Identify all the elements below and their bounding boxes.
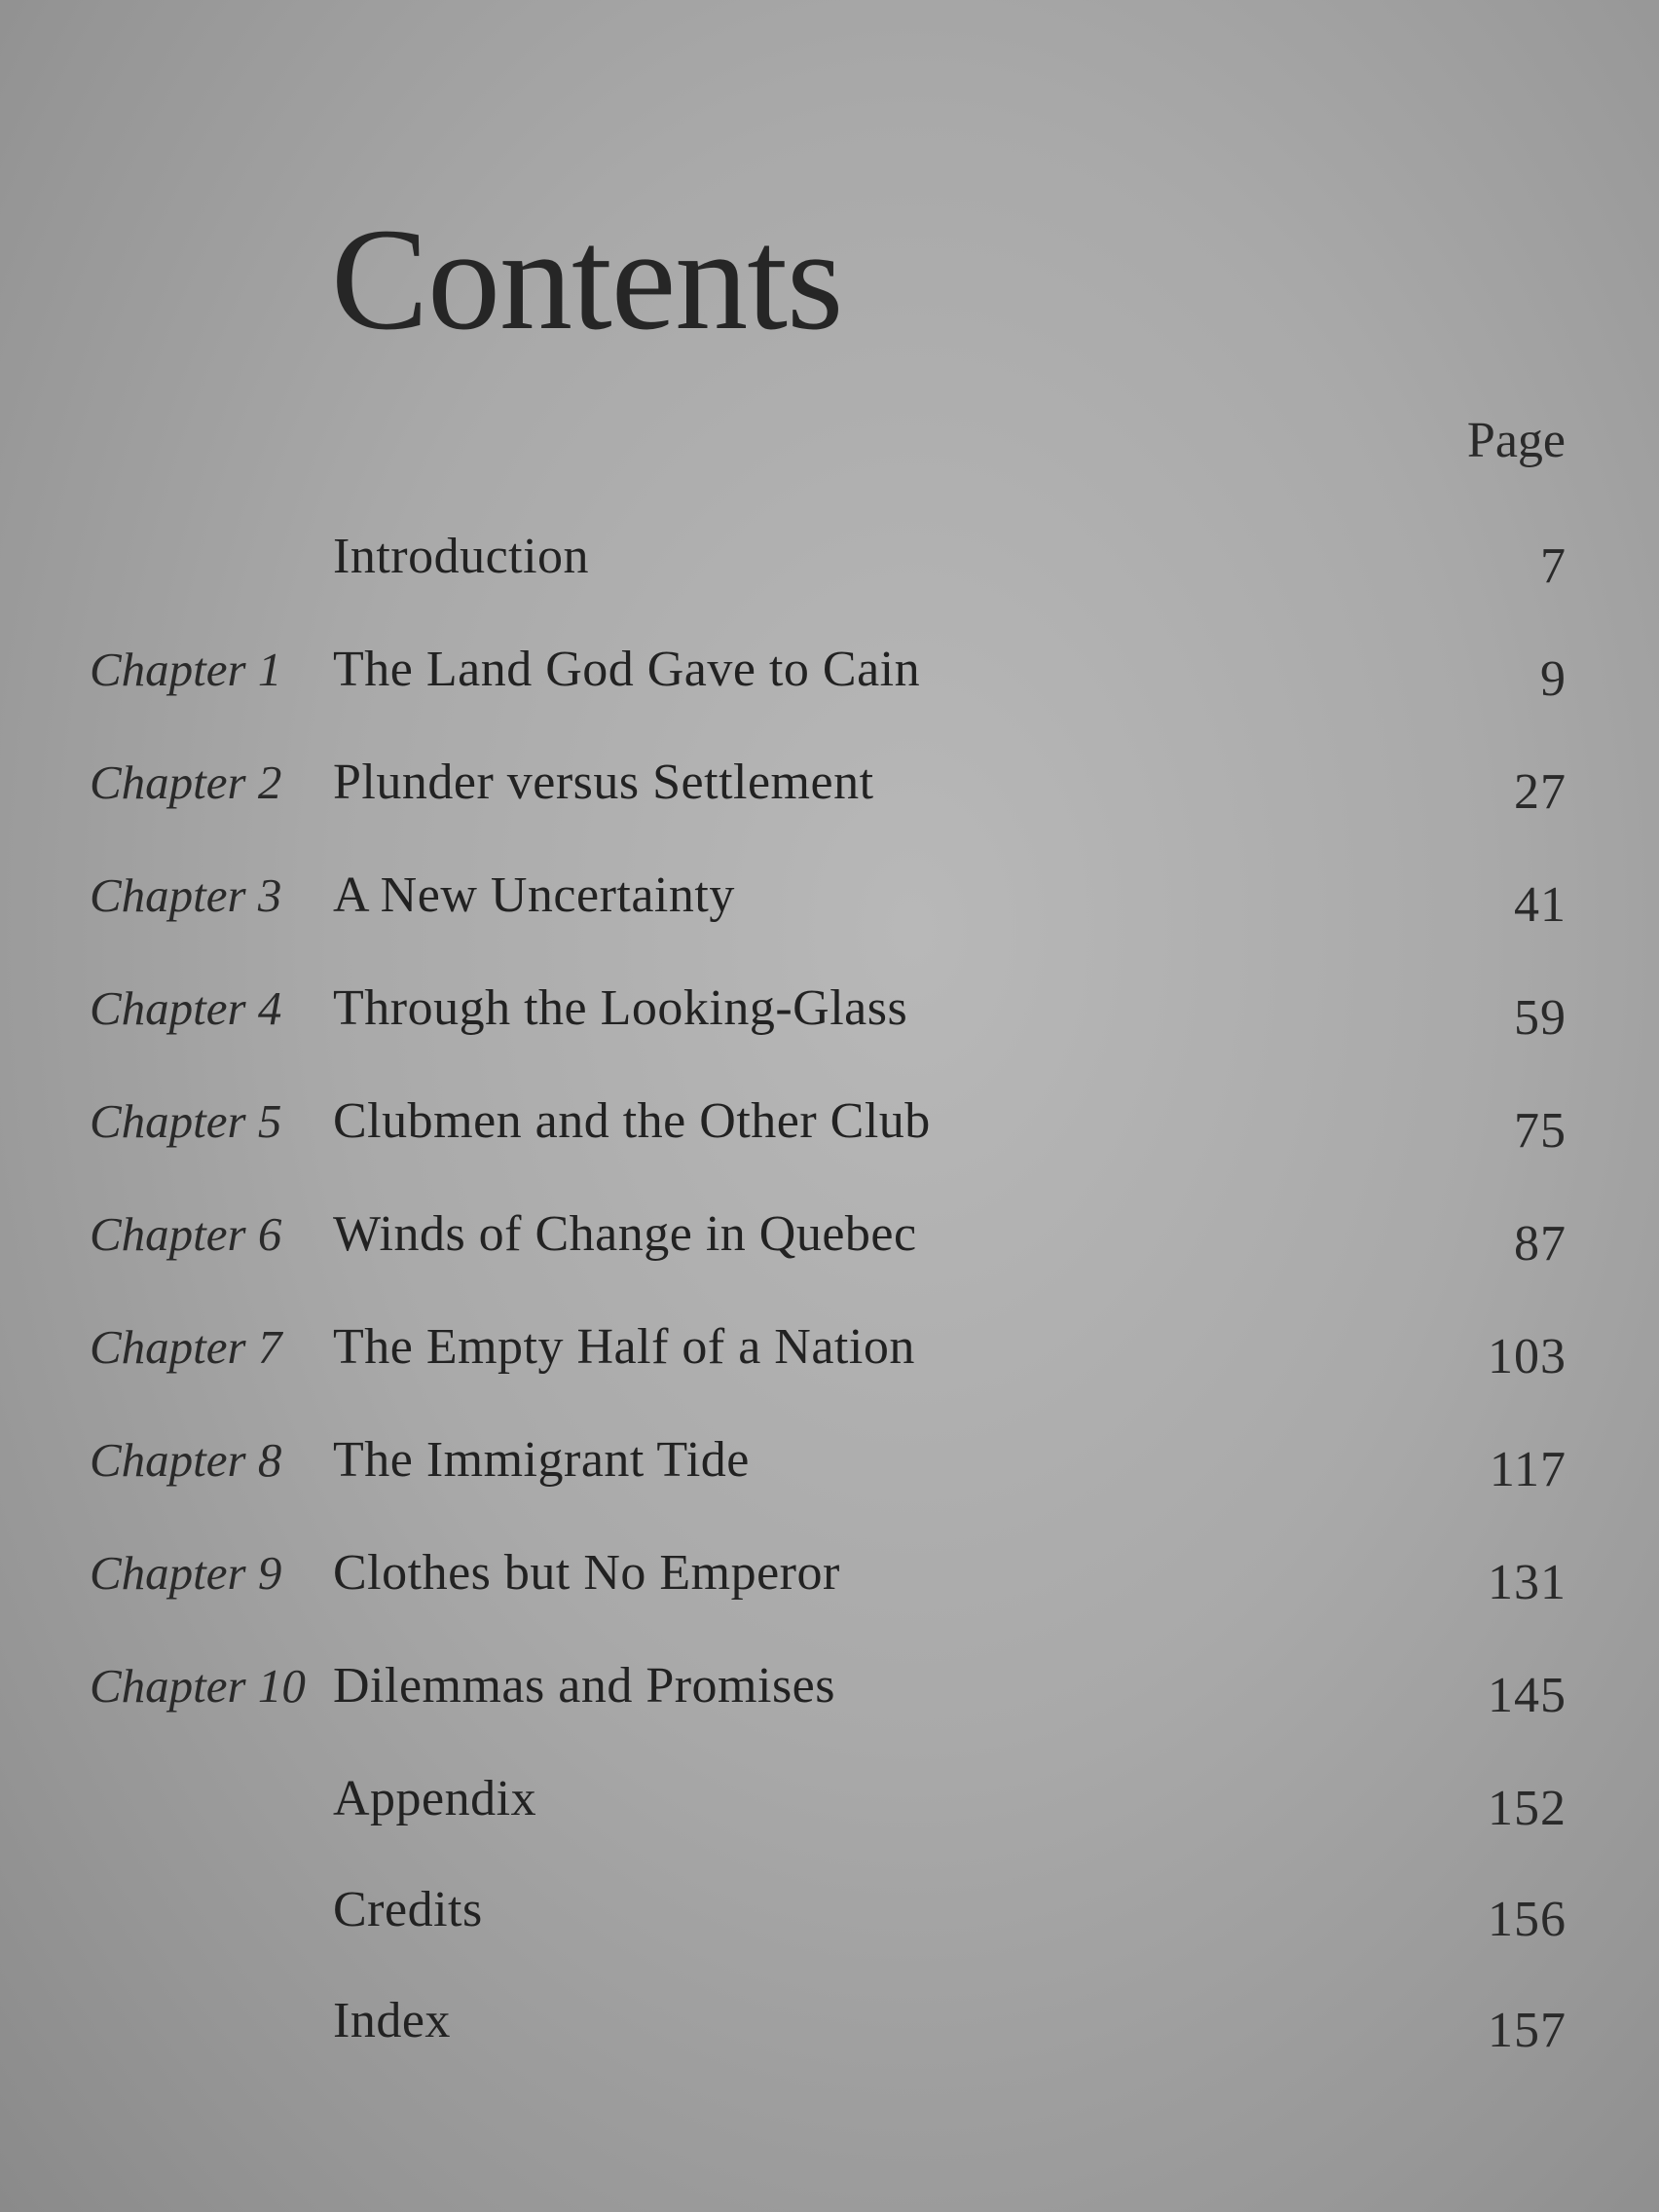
page-number: 103 [1488, 1329, 1567, 1384]
entry-title: Credits [333, 1882, 483, 1937]
entry-title: Winds of Change in Quebec [333, 1206, 917, 1262]
page-number: 7 [1540, 538, 1567, 594]
toc-entry-appendix[interactable] [0, 1764, 1659, 1834]
toc-entry-chapter-8[interactable] [0, 1425, 1659, 1495]
page-number: 131 [1488, 1555, 1567, 1610]
chapter-label: Chapter 2 [90, 756, 282, 809]
chapter-label: Chapter 8 [90, 1433, 282, 1487]
entry-title: Through the Looking-Glass [333, 980, 908, 1036]
entry-title: Index [333, 1993, 451, 2048]
chapter-label: Chapter 9 [90, 1546, 282, 1600]
toc-entry-chapter-6[interactable] [0, 1199, 1659, 1270]
chapter-label: Chapter 1 [90, 643, 282, 696]
entry-title: Introduction [333, 529, 590, 584]
page-title: Contents [331, 199, 843, 360]
page-number: 145 [1488, 1668, 1567, 1723]
chapter-label: Chapter 6 [90, 1207, 282, 1261]
toc-entry-chapter-7[interactable] [0, 1312, 1659, 1382]
entry-title: The Empty Half of a Nation [333, 1319, 915, 1375]
entry-title: A New Uncertainty [333, 867, 735, 923]
entry-title: Clubmen and the Other Club [333, 1093, 931, 1149]
page-number: 157 [1488, 2003, 1567, 2058]
toc-entry-chapter-9[interactable] [0, 1538, 1659, 1608]
toc-entry-chapter-3[interactable] [0, 861, 1659, 931]
chapter-label: Chapter 4 [90, 981, 282, 1035]
page-number: 27 [1514, 764, 1567, 820]
chapter-label: Chapter 5 [90, 1094, 282, 1148]
toc-entry-chapter-1[interactable] [0, 635, 1659, 705]
page-number: 9 [1540, 651, 1567, 707]
entry-title: Plunder versus Settlement [333, 755, 874, 810]
entry-title: The Immigrant Tide [333, 1432, 750, 1488]
page-number: 117 [1489, 1442, 1567, 1497]
entry-title: Appendix [333, 1771, 537, 1826]
page-number: 41 [1514, 877, 1567, 933]
toc-entry-chapter-10[interactable] [0, 1651, 1659, 1721]
page-number: 75 [1514, 1103, 1567, 1159]
toc-entry-chapter-2[interactable] [0, 748, 1659, 818]
chapter-label: Chapter 10 [90, 1659, 306, 1713]
page-number: 87 [1514, 1216, 1567, 1272]
entry-title: The Land God Gave to Cain [333, 642, 921, 697]
page-number: 152 [1488, 1781, 1567, 1836]
entry-title: Clothes but No Emperor [333, 1545, 840, 1601]
page-column-label: Page [1466, 413, 1566, 468]
page-number: 156 [1488, 1892, 1567, 1947]
toc-entry-introduction[interactable] [0, 522, 1659, 592]
chapter-label: Chapter 3 [90, 868, 282, 922]
page-number: 59 [1514, 990, 1567, 1046]
toc-entry-credits[interactable] [0, 1875, 1659, 1945]
toc-entry-chapter-5[interactable] [0, 1087, 1659, 1157]
toc-entry-chapter-4[interactable] [0, 974, 1659, 1044]
toc-entry-index[interactable] [0, 1986, 1659, 2056]
chapter-label: Chapter 7 [90, 1320, 282, 1374]
entry-title: Dilemmas and Promises [333, 1658, 836, 1714]
